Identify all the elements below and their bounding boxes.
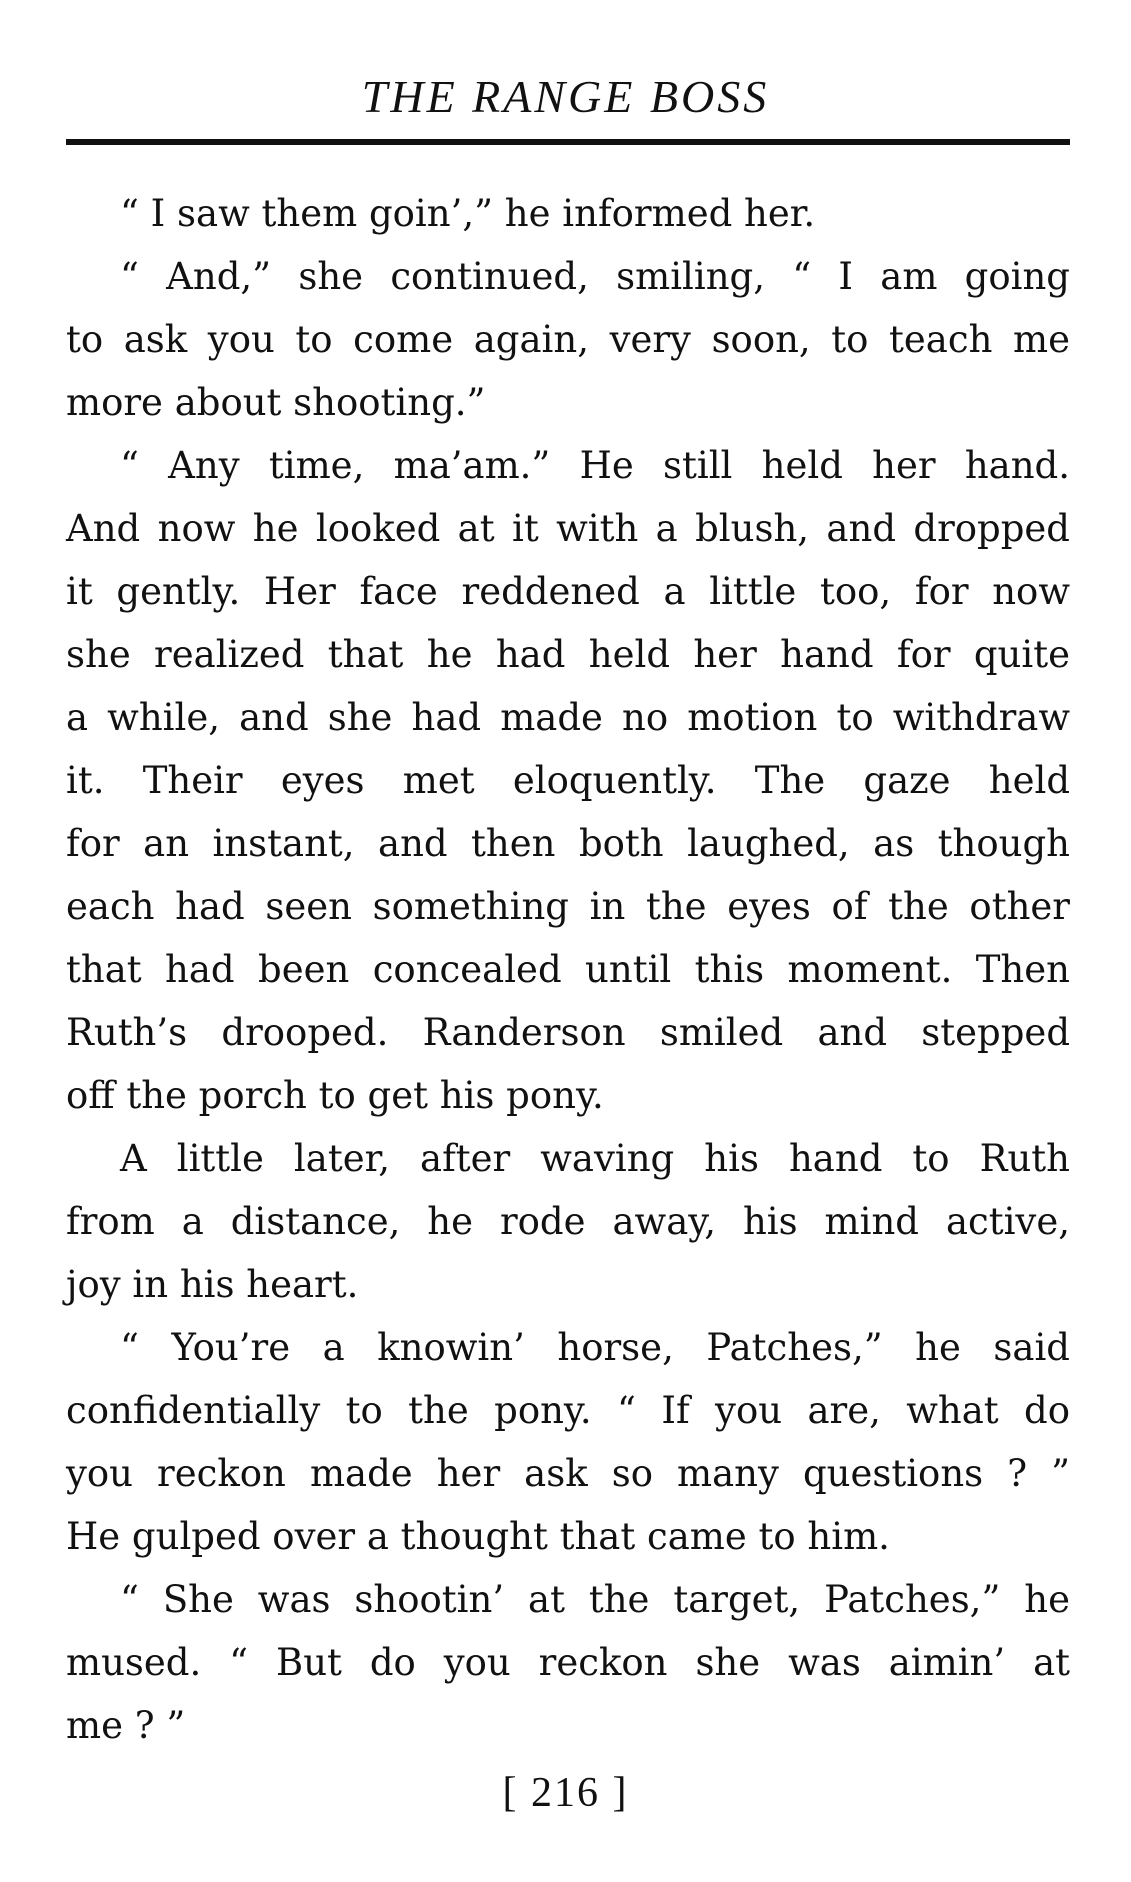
text-line: it gently. Her face reddened a little too, for now (66, 570, 1070, 613)
paragraph (66, 1568, 1070, 1757)
text-line: And now he looked at it with a blush, and dropped (66, 507, 1070, 550)
text-line: for an instant, and then both laughed, as though (66, 822, 1070, 865)
text-line: she realized that he had held her hand for quite (66, 633, 1070, 676)
text-line: joy in his heart. (66, 1263, 359, 1306)
text-line: me ? ” (66, 1704, 186, 1747)
text-line: “ She was shootin’ at the target, Patches,” he (120, 1578, 1070, 1621)
text-line: mused. “ But do you reckon she was aimin’ at (66, 1641, 1070, 1684)
paragraph (66, 1127, 1070, 1316)
body-text (66, 182, 1070, 1757)
text-line: each had seen something in the eyes of the other (66, 885, 1070, 928)
text-line: a while, and she had made no motion to withdraw (66, 696, 1070, 739)
paragraph (66, 434, 1070, 1127)
text-line: A little later, after waving his hand to Ruth (120, 1137, 1070, 1180)
text-line: more about shooting.” (66, 381, 486, 424)
header-rule (66, 139, 1070, 144)
text-line: He gulped over a thought that came to him. (66, 1515, 890, 1558)
paragraph (66, 245, 1070, 434)
text-line: “ I saw them goin’,” he informed her. (120, 192, 816, 235)
text-line: “ And,” she continued, smiling, “ I am going (120, 255, 1070, 298)
page-number: [ 216 ] (502, 1770, 629, 1816)
text-line: you reckon made her ask so many questions ? ” (66, 1452, 1070, 1495)
paragraph (66, 182, 1070, 245)
text-line: “ You’re a knowin’ horse, Patches,” he said (120, 1326, 1070, 1369)
text-line: off the porch to get his pony. (66, 1074, 604, 1117)
text-line: “ Any time, ma’am.” He still held her hand. (120, 444, 1070, 487)
running-head-title: THE RANGE BOSS (361, 71, 770, 122)
text-line: it. Their eyes met eloquently. The gaze held (66, 759, 1070, 802)
text-line: confidentially to the pony. “ If you are, what do (66, 1389, 1070, 1432)
paragraph (66, 1316, 1070, 1568)
text-line: from a distance, he rode away, his mind active, (66, 1200, 1070, 1243)
text-line: Ruth’s drooped. Randerson smiled and stepped (66, 1011, 1070, 1054)
text-line: to ask you to come again, very soon, to teach me (66, 318, 1070, 361)
text-line: that had been concealed until this moment. Then (66, 948, 1070, 991)
